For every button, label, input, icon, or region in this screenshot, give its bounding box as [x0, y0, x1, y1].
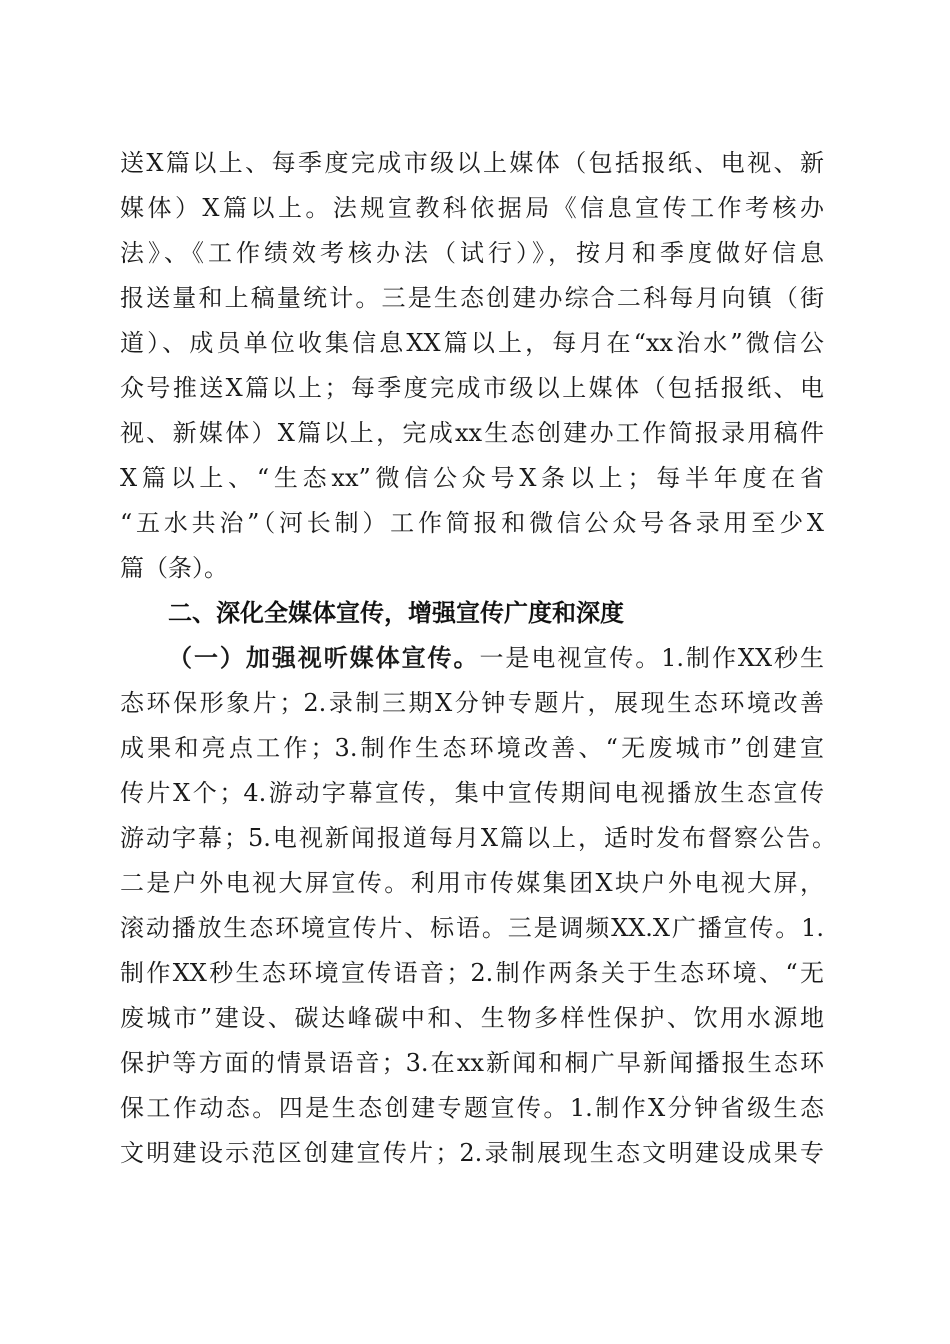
body-line-8: X篇以上、“生态xx”微信公众号X条以上；每半年度在省 [120, 464, 824, 492]
subsection-line-11: 文明建设示范区创建宣传片；2.录制展现生态文明建设成果专 [120, 1139, 824, 1167]
body-line-7: 视、新媒体）X篇以上，完成xx生态创建办工作简报录用稿件 [120, 419, 824, 447]
body-line-4: 报送量和上稿量统计。三是生态创建办综合二科每月向镇（街 [120, 284, 824, 312]
section-heading: 二、深化全媒体宣传，增强宣传广度和深度 [168, 599, 624, 627]
subsection-line-2: 成果和亮点工作；3.制作生态环境改善、“无废城市”创建宣 [120, 734, 824, 762]
subsection-line-8: 废城市”建设、碳达峰碳中和、生物多样性保护、饮用水源地 [120, 1004, 824, 1032]
body-line-5: 道）、成员单位收集信息XX篇以上，每月在“xx治水”微信公 [120, 329, 824, 357]
subsection-line-6: 滚动播放生态环境宣传片、标语。三是调频XX.X广播宣传。1. [120, 914, 824, 942]
body-line-1: 送X篇以上、每季度完成市级以上媒体（包括报纸、电视、新 [120, 149, 824, 177]
subsection-first-line [168, 643, 824, 673]
subsection-line-10: 保工作动态。四是生态创建专题宣传。1.制作X分钟省级生态 [120, 1094, 824, 1122]
subsection-line-1: 态环保形象片；2.录制三期X分钟专题片，展现生态环境改善 [120, 689, 824, 717]
body-line-6: 众号推送X篇以上；每季度完成市级以上媒体（包括报纸、电 [120, 374, 824, 402]
body-line-3: 法》、《工作绩效考核办法（试行）》，按月和季度做好信息 [120, 239, 824, 267]
subsection-line-5: 二是户外电视大屏宣传。利用市传媒集团X块户外电视大屏， [120, 869, 824, 897]
subsection-first-line-rest: 一是电视宣传。1.制作XX秒生 [479, 644, 824, 672]
subsection-line-9: 保护等方面的情景语音；3.在xx新闻和桐广早新闻播报生态环 [120, 1049, 824, 1077]
subsection-line-4: 游动字幕；5.电视新闻报道每月X篇以上，适时发布督察公告。 [120, 824, 836, 852]
subsection-title: （一）加强视听媒体宣传。 [168, 643, 480, 672]
subsection-line-7: 制作XX秒生态环境宣传语音；2.制作两条关于生态环境、“无 [120, 959, 824, 987]
body-line-9: “五水共治”（河长制）工作简报和微信公众号各录用至少X [120, 509, 824, 537]
subsection-line-3: 传片X个；4.游动字幕宣传，集中宣传期间电视播放生态宣传 [120, 779, 824, 807]
body-line-2: 媒体）X篇以上。法规宣教科依据局《信息宣传工作考核办 [120, 194, 824, 222]
body-line-10: 篇（条）。 [120, 554, 228, 582]
